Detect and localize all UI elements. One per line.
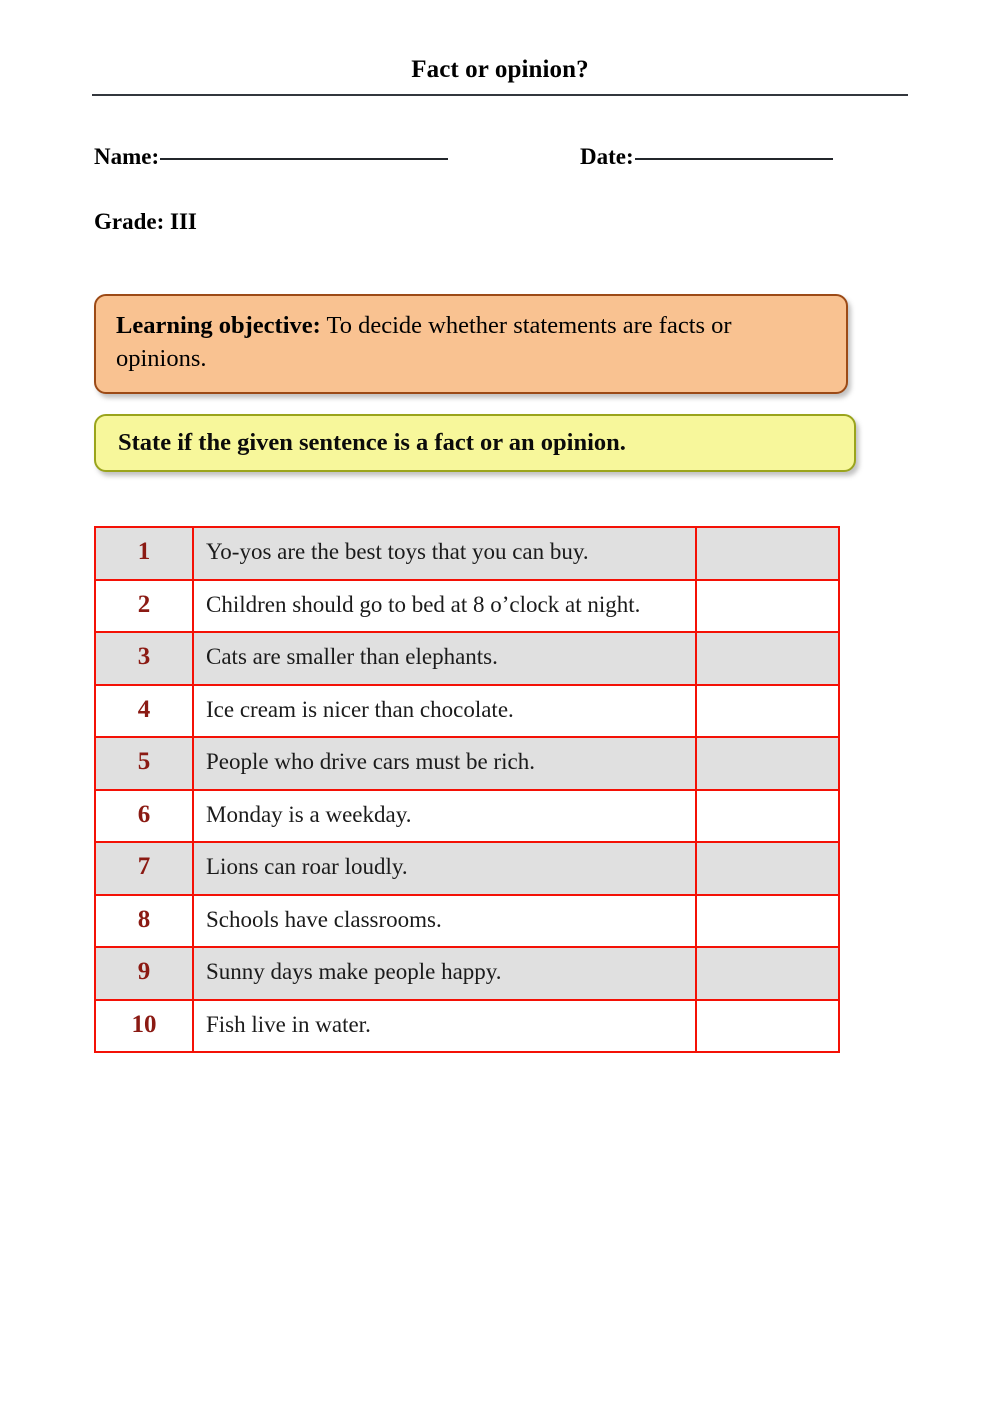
answer-cell[interactable] <box>696 527 839 580</box>
statement-cell: Monday is a weekday. <box>193 790 696 843</box>
statement-cell: Fish live in water. <box>193 1000 696 1053</box>
table-row <box>95 790 839 843</box>
statement-cell: Yo-yos are the best toys that you can buy. <box>193 527 696 580</box>
name-field[interactable] <box>94 144 448 170</box>
row-number: 10 <box>95 1000 193 1053</box>
answer-cell[interactable] <box>696 1000 839 1053</box>
table-row <box>95 842 839 895</box>
table-row <box>95 580 839 633</box>
date-field[interactable] <box>580 144 833 170</box>
table-row <box>95 685 839 738</box>
date-write-line[interactable] <box>635 158 833 160</box>
statement-cell: Cats are smaller than elephants. <box>193 632 696 685</box>
statements-table-body <box>95 527 839 1052</box>
title-block <box>92 55 908 96</box>
table-row <box>95 895 839 948</box>
table-row <box>95 947 839 1000</box>
answer-cell[interactable] <box>696 842 839 895</box>
answer-cell[interactable] <box>696 790 839 843</box>
learning-objective-box <box>94 294 848 394</box>
title-divider <box>92 94 908 96</box>
statement-cell: Children should go to bed at 8 o’clock at night. <box>193 580 696 633</box>
learning-objective-body: To decide whether statements are facts or opinions. <box>116 312 732 372</box>
name-write-line[interactable] <box>160 158 448 160</box>
row-number: 6 <box>95 790 193 843</box>
row-number: 2 <box>95 580 193 633</box>
learning-objective-label: Learning objective: <box>116 312 321 339</box>
statement-cell: Lions can roar loudly. <box>193 842 696 895</box>
row-number: 1 <box>95 527 193 580</box>
answer-cell[interactable] <box>696 580 839 633</box>
answer-cell[interactable] <box>696 947 839 1000</box>
statement-cell: Ice cream is nicer than chocolate. <box>193 685 696 738</box>
row-number: 7 <box>95 842 193 895</box>
row-number: 8 <box>95 895 193 948</box>
table-row <box>95 527 839 580</box>
row-number: 4 <box>95 685 193 738</box>
statement-cell: People who drive cars must be rich. <box>193 737 696 790</box>
answer-cell[interactable] <box>696 632 839 685</box>
answer-cell[interactable] <box>696 685 839 738</box>
table-row <box>95 737 839 790</box>
task-instruction-box <box>94 414 856 472</box>
page-title: Fact or opinion? <box>411 56 589 83</box>
grade-label: Grade: III <box>94 209 197 234</box>
row-number: 3 <box>95 632 193 685</box>
student-meta-row <box>94 144 910 178</box>
learning-objective-text <box>116 310 828 376</box>
task-instruction-text: State if the given sentence is a fact or an opinion. <box>118 429 626 457</box>
name-label: Name: <box>94 144 160 169</box>
date-label: Date: <box>580 144 634 169</box>
table-row <box>95 632 839 685</box>
statements-table <box>94 526 840 1053</box>
answer-cell[interactable] <box>696 895 839 948</box>
row-number: 5 <box>95 737 193 790</box>
table-row <box>95 1000 839 1053</box>
statement-cell: Schools have classrooms. <box>193 895 696 948</box>
answer-cell[interactable] <box>696 737 839 790</box>
statement-cell: Sunny days make people happy. <box>193 947 696 1000</box>
row-number: 9 <box>95 947 193 1000</box>
